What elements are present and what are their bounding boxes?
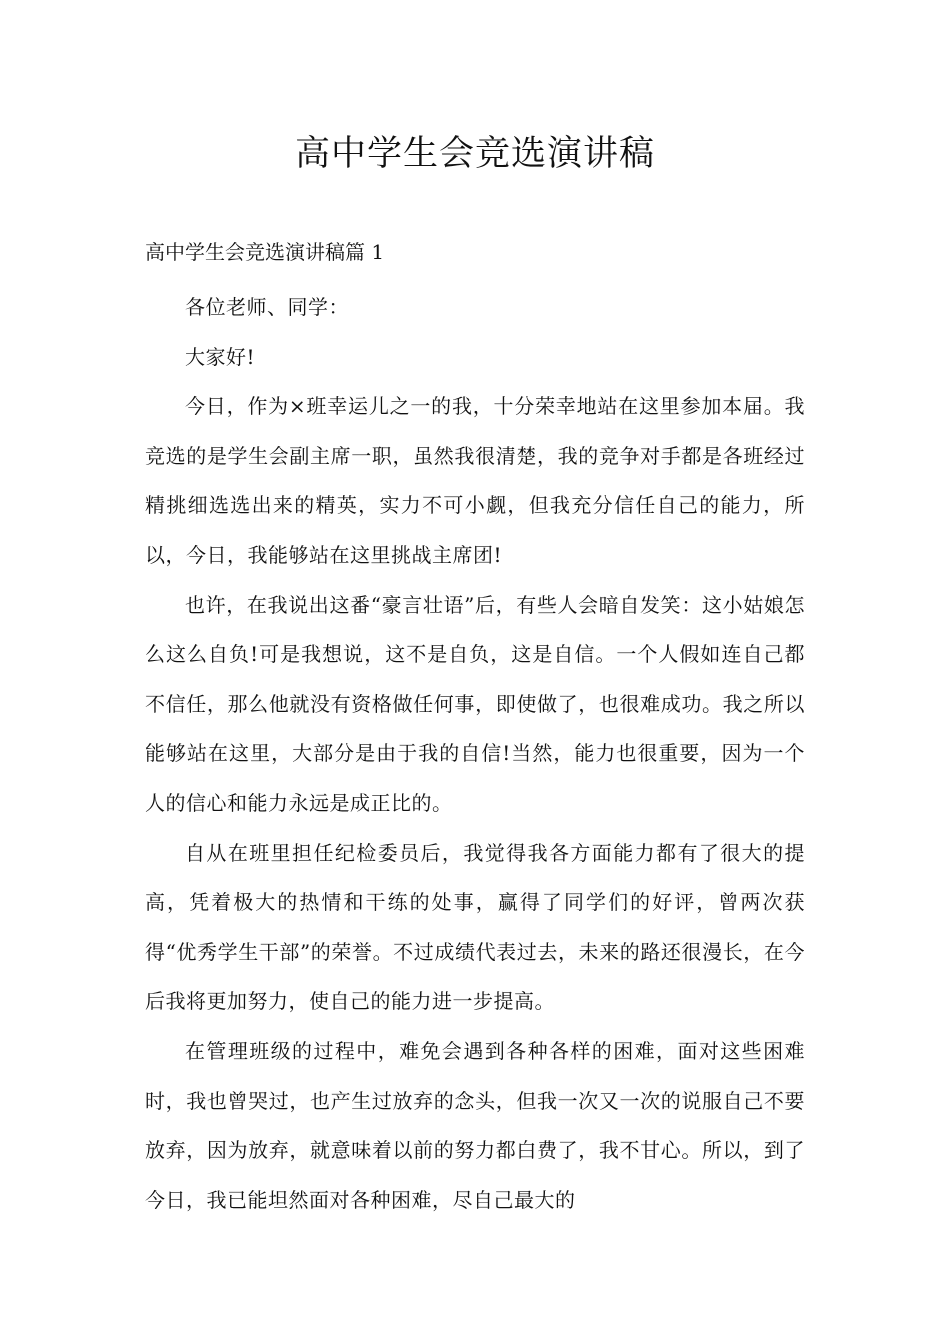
paragraph: 也许，在我说出这番“豪言壮语”后，有些人会暗自发笑：这小姑娘怎么这么自负!可是我想说，这不是自负，这是自信。一个人假如连自己都不信任，那么他就没有资格做任何事，即使做了，也很难成功。我之所以能够站在这里，大部分是由于我的自信!当然，能力也很重要，因为一个人的信心和能力永远是成正比的。 xyxy=(145,592,805,815)
paragraph: 今日，作为×班幸运儿之一的我，十分荣幸地站在这里参加本届。我竞选的是学生会副主席一职，虽然我很清楚，我的竞争对手都是各班经过精挑细选选出来的精英，实力不可小觑，但我充分信任自己的能力，所以，今日，我能够站在这里挑战主席团! xyxy=(145,394,805,567)
paragraph-salutation: 各位老师、同学： xyxy=(185,295,349,319)
document-title: 高中学生会竞选演讲稿 xyxy=(294,134,655,174)
paragraph: 自从在班里担任纪检委员后，我觉得我各方面能力都有了很大的提高，凭着极大的热情和干练的处事，赢得了同学们的好评，曾两次获得“优秀学生干部”的荣誉。不过成绩代表过去，未来的路还很漫长，在今后我将更加努力，使自己的能力进一步提高。 xyxy=(145,840,805,1014)
document-body xyxy=(145,283,805,1225)
section-heading: 高中学生会竞选演讲稿篇 1 xyxy=(145,240,385,264)
paragraph: 在管理班级的过程中，难免会遇到各种各样的困难，面对这些困难时，我也曾哭过，也产生过放弃的念头，但我一次又一次的说服自己不要放弃，因为放弃，就意味着以前的努力都白费了，我不甘心。所以，到了今日，我已能坦然面对各种困难，尽自己最大的 xyxy=(145,1038,805,1212)
paragraph-greeting: 大家好! xyxy=(185,344,256,369)
